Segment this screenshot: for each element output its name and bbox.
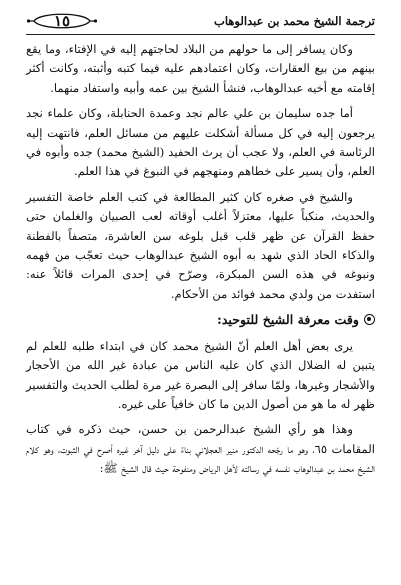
section-heading-text: وقت معرفة الشيخ للتوحيد: [217, 312, 359, 328]
page-body [26, 40, 375, 485]
paragraph: أما جده سليمان بن علي عالم نجد وعمدة الحنابلة، وكان علماء نجد يرجعون إليه في كل مسألة أشكلت عليهم من مسائل العلم، فانتهت إليه الرئاسة في العلم، ولا عجب أن يرث الحفيد (الشيخ محمد) جده وأبوه في العلم، وأن يسير على خطاهم ومنهجهم في النبوغ في هذا العلم. [26, 106, 375, 179]
bullet-circle-icon [364, 314, 375, 325]
running-title: ترجمة الشيخ محمد بن عبدالوهاب [214, 14, 375, 28]
paragraph: والشيخ في صغره كان كثير المطالعة في كتب العلم خاصة التفسير والحديث، منكباً عليها، معتزلاً أغلب أوقاته لعب الصبيان والغلمان حتى حفظ القرآن عن ظهر قلب قبل بلوغه سن العاشرة، متصفاً بالفطنة والذكاء الحاد الذي شهد به أبوه الشيخ عبدالوهاب حيث تعجّب من فهمه ونبوغه في هذه السن المبكرة، وصرّح في إحدى المرات قائلاً عنه: استفدت من ولدي محمد فوائد من الأحكام. [26, 189, 375, 301]
paragraph: وكان يسافر إلى ما حولهم من البلاد لحاجتهم إليه في الإفتاء، وما يقع بينهم من بيع العقارات، وكان اعتمادهم عليه فيما كتبه وأثبته، وكانت أكثر إقامته مع أخيه عبدالوهاب، فنشأ الشيخ بين عمه وأبيه واستفاد منهما. [26, 42, 375, 95]
section-heading [26, 310, 375, 329]
paragraph: وهذا هو رأي الشيخ عبدالرحمن بن حسن، حيث ذكره في كتاب المقامات ٦٥، وهو ما رجّحه الدكتور منير العجلاني بناءً على دليل آخر غيره أصرح في الثبوت، وهو كلام الشيخ محمد بن عبدالوهاب نفسه في رسالته لأهل الرياض ومنفوحة حيث قال الشيخ ﷺ: [26, 422, 375, 476]
page-number-badge [26, 10, 98, 32]
page-number: ١٥ [53, 12, 71, 30]
page-header [26, 8, 375, 35]
paragraph: يرى بعض أهل العلم أنّ الشيخ محمد كان في ابتداء طلبه للعلم لم يتبين له الضلال الذي كان عليه الناس من عبادة غير الله من الأحجار والأشجار وغيرها، ولمّا سافر إلى البصرة غير مرة لطلب الحديث والتفسير ظهر له ما هو من أصول الدين ما كان خافياً على غيره. [26, 338, 375, 411]
